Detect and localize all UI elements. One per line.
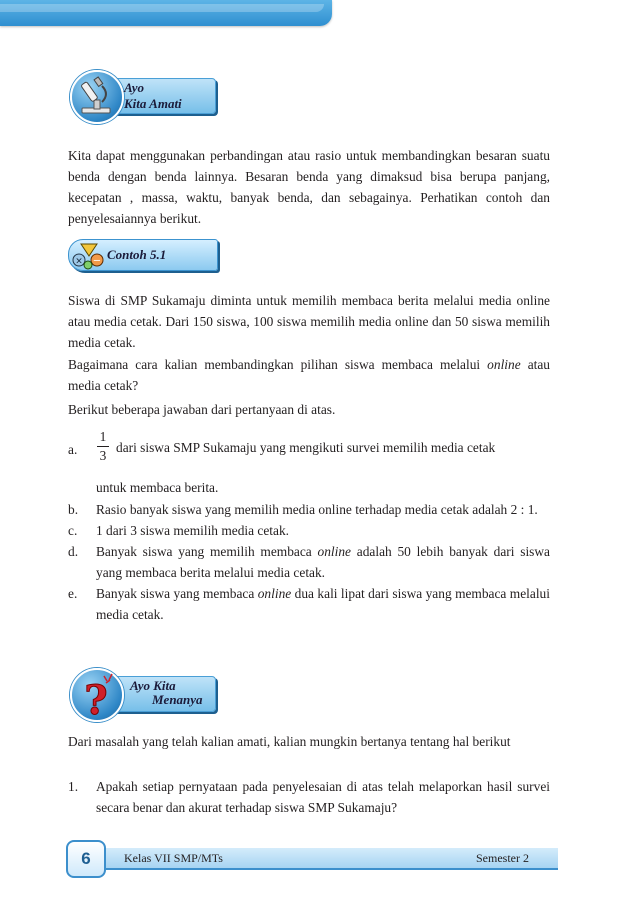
answers-intro: Berikut beberapa jawaban dari pertanyaan di atas. — [68, 402, 336, 417]
answer-d — [68, 541, 550, 583]
answer-a-text1: dari siswa SMP Sukamaju yang mengikuti survei memilih media cetak — [116, 440, 496, 455]
fraction-numerator: 1 — [99, 429, 107, 444]
contoh-badge — [68, 239, 218, 271]
svg-text:?: ? — [84, 677, 108, 720]
answer-a-text2: untuk membaca berita. — [96, 480, 219, 495]
question-item-1 — [68, 776, 550, 818]
menanya-circle — [70, 668, 124, 722]
example-paragraph: Siswa di SMP Sukamaju diminta untuk memilih membaca berita melalui media online atau media cetak. Dari 150 siswa, 100 siswa memilih media online dan 50 siswa memilih media cetak. — [68, 293, 550, 350]
question-1-text: Apakah setiap pernyataan pada penyelesaian di atas telah melaporkan hasil survei secara benar dan akurat terhadap siswa SMP Sukamaju? — [96, 779, 550, 815]
page-number: 6 — [66, 840, 106, 878]
answer-d-pre: Banyak siswa yang memilih membaca — [96, 544, 312, 559]
answer-c-text: 1 dari 3 siswa memilih media cetak. — [96, 523, 289, 538]
header-tab — [0, 0, 332, 26]
answer-d-marker: d. — [68, 544, 79, 559]
answer-c-marker: c. — [68, 523, 78, 538]
amati-line1: Ayo — [124, 80, 144, 95]
question-pre: Bagaimana cara kalian membandingkan pilihan siswa membaca melalui — [68, 357, 481, 372]
answer-e — [68, 583, 550, 625]
answer-e-marker: e. — [68, 586, 78, 601]
fraction-one-third — [96, 428, 110, 465]
amati-circle — [70, 70, 124, 124]
question-paragraph — [68, 354, 550, 396]
svg-text:−: − — [92, 255, 102, 267]
answer-b-marker: b. — [68, 502, 79, 517]
answer-b-text: Rasio banyak siswa yang memilih media online terhadap media cetak adalah 2 : 1. — [96, 502, 538, 517]
intro-paragraph: Kita dapat menggunakan perbandingan atau rasio untuk membandingkan besaran suatu benda dengan benda lainnya. Besaran benda yang dimaksud bisa berupa panjang, kecepatan , massa, waktu, banyak benda, dan sebagainya. Perhatikan contoh dan penyelesaiannya berikut. — [68, 148, 550, 226]
question-post: atau media cetak? — [68, 357, 551, 393]
amati-line2: Kita Amati — [124, 96, 182, 111]
operations-icon — [71, 240, 105, 270]
menanya-paragraph: Dari masalah yang telah kalian amati, kalian mungkin bertanya tentang hal berikut — [68, 734, 511, 749]
answer-a-marker: a. — [68, 442, 78, 457]
question-list — [68, 776, 550, 818]
answer-e-post: dua kali lipat dari siswa yang membaca melalui media cetak. — [96, 586, 550, 622]
footer-left: Kelas VII SMP/MTs — [124, 851, 223, 865]
answer-c — [68, 520, 550, 541]
contoh-label: Contoh 5.1 — [107, 247, 167, 262]
svg-text:×: × — [75, 256, 83, 267]
answer-b — [68, 499, 550, 520]
question-italic: online — [487, 357, 521, 372]
fraction-denominator: 3 — [99, 448, 107, 463]
answer-d-post: adalah 50 lebih banyak dari siswa yang membaca berita melalui media cetak. — [96, 544, 550, 580]
answer-d-italic: online — [317, 544, 351, 559]
answer-list — [68, 499, 550, 625]
menanya-line1: Ayo Kita — [130, 678, 176, 693]
question-mark-icon — [72, 670, 122, 720]
microscope-icon — [72, 72, 122, 122]
footer-right: Semester 2 — [476, 851, 529, 865]
answer-e-pre: Banyak siswa yang membaca — [96, 586, 255, 601]
answer-e-italic: online — [257, 586, 292, 601]
menanya-line2: Menanya — [152, 692, 203, 707]
question-1-marker: 1. — [68, 779, 79, 794]
